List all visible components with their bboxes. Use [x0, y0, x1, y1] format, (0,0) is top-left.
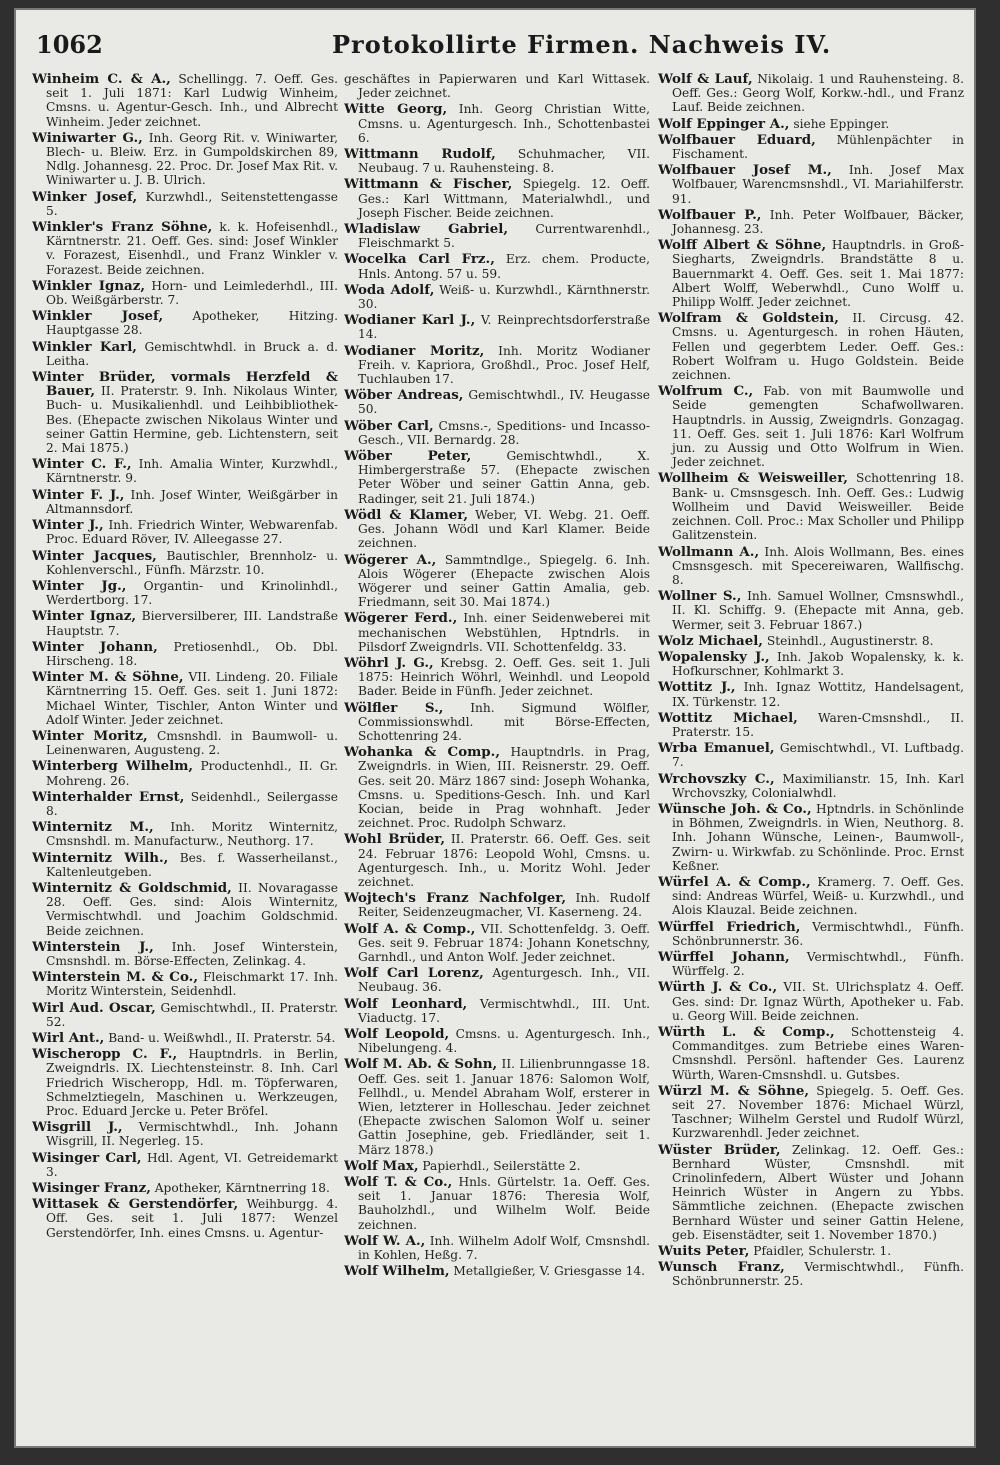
firm-details: siehe Eppinger. — [793, 116, 890, 131]
directory-entry — [658, 920, 964, 948]
directory-entry — [658, 384, 964, 469]
directory-entry — [344, 656, 650, 699]
directory-entry — [658, 1025, 964, 1082]
firm-name: Winterhalder Ernst, — [32, 788, 185, 805]
firm-details: VII. St. Ulrichsplatz 4. Oeff. Ges. sind: Dr. Ignaz Würth, Apotheker u. Fab. u. Georg Will. Beide zeichnen. — [672, 980, 964, 1023]
directory-entry — [344, 553, 650, 610]
directory-entry — [344, 611, 650, 654]
firm-details: Hnls. Gürtelstr. 1a. Oeff. Ges. seit 1. Januar 1876: Theresia Wolf, Bauholzhdl., und Wilhelm Wolf. Beide zeichnen. — [358, 1175, 650, 1232]
firm-name: Wolf A. & Comp., — [344, 920, 476, 937]
directory-entry — [344, 102, 650, 145]
column-2 — [344, 72, 650, 1442]
firm-details: Inh. einer Seidenweberei mit mechanischen Webstühlen, Hptndrls. in Pilsdorf Zweigndrls. VII. Schottenfeldg. 33. — [358, 611, 650, 654]
firm-details: Inh. Josef Winter, Weißgärber in Altmannsdorf. — [46, 487, 338, 516]
firm-details: II. Lilienbrunngasse 18. Oeff. Ges. seit 1. Januar 1876: Salomon Wolf, Fellhdl., u. Mendel Abraham Wolf, ersterer in Wien, letzterer in Holleschau. Jeder zeichnet (Ehepacte zwischen Salomon Wolf u. seiner Gattin Josephine, geb. Friedländer, seit 1. März 1878.) — [358, 1057, 650, 1157]
firm-name: Wollner S., — [658, 588, 742, 605]
firm-details: Inh. Ignaz Wottitz, Handelsagent, IX. Türkenstr. 12. — [672, 680, 964, 709]
directory-entry — [344, 745, 650, 830]
directory-entry — [344, 313, 650, 341]
directory-entry — [658, 311, 964, 382]
firm-name: Wolf T. & Co., — [344, 1174, 453, 1191]
firm-name: Wrba Emanuel, — [658, 740, 775, 757]
firm-details: II. Circusg. 42. Cmsns. u. Agenturgesch. in rohen Häuten, Fellen und gegerbtem Leder. Oeff. Ges.: Robert Wolfram u. Hugo Goldstein. Beide zeichnen. — [672, 311, 964, 383]
firm-details: Papierhdl., Seilerstätte 2. — [422, 1158, 581, 1173]
directory-entry — [32, 457, 338, 485]
firm-name: Wisinger Franz, — [32, 1180, 151, 1197]
firm-details: Sammtndlge., Spiegelg. 6. Inh. Alois Wögerer (Ehepacte zwischen Alois Wögerer und seiner Gattin Amalia, geb. Friedmann, seit 30. Mai 1874.) — [358, 552, 650, 610]
directory-entry — [658, 1084, 964, 1141]
firm-name: Wolff Albert & Söhne, — [658, 237, 827, 254]
firm-details: II. Praterstr. 66. Oeff. Ges. seit 24. Februar 1876: Leopold Wohl, Cmsns. u. Agenturgesch. Inh., u. Moritz Wohl. Jeder zeichnet. — [358, 832, 650, 889]
firm-details: Fab. von mit Baumwolle und Seide gemengten Schafwollwaren. Hauptndrls. in Aussig, Zweigndrls. Gonzagag. 11. Oeff. Ges. seit 1. Juli 1876: Karl Wolfrum jun. zu Aussig und Otto Wolfrum in Wien. Jeder zeichnet. — [672, 384, 964, 470]
firm-name: Winkler Karl, — [32, 338, 137, 355]
firm-details: Agenturgesch. Inh., VII. Neubaug. 36. — [358, 966, 650, 995]
directory-entry — [344, 891, 650, 919]
firm-name: Wolf Leonhard, — [344, 995, 468, 1012]
firm-name: Winter Jacques, — [32, 547, 157, 564]
firm-details: Kramerg. 7. Oeff. Ges. sind: Andreas Würfel, Weiß- u. Kurzwhdl., und Alois Klauzal. Beide zeichnen. — [672, 874, 964, 918]
directory-entry — [32, 820, 338, 848]
directory-entry — [32, 309, 338, 337]
column-3 — [658, 72, 964, 1442]
firm-details: Vermischtwhdl., Fünfh. Würffelg. 2. — [672, 949, 964, 979]
directory-entry — [32, 881, 338, 938]
firm-name: Winter J., — [32, 517, 104, 534]
directory-entry — [658, 980, 964, 1023]
firm-name: Witte Georg, — [344, 101, 448, 118]
firm-name: Winkler's Franz Söhne, — [32, 219, 213, 236]
firm-name: Wolf Max, — [344, 1157, 419, 1174]
firm-details: Inh. Georg Rit. v. Winiwarter, Blech- u. Bleiw. Erz. in Gumpoldskirchen 89, Ndlg. Johannesg. 22. Proc. Dr. Josef Max Rit. v. Winiwarter u. J. B. Ulrich. — [46, 130, 338, 188]
firm-name: Winheim C. & A., — [32, 72, 171, 87]
firm-details: Weber, VI. Webg. 21. Oeff. Ges. Johann Wödl und Karl Klamer. Beide zeichnen. — [358, 507, 650, 551]
directory-entry — [32, 609, 338, 637]
directory-entry — [32, 1031, 338, 1045]
firm-name: Wögerer A., — [344, 551, 437, 568]
firm-details: Bes. f. Wasserheilanst., Kaltenleutgeben. — [46, 850, 338, 879]
directory-entry — [32, 488, 338, 516]
directory-entry — [32, 790, 338, 818]
firm-details: Hauptndrls. in Berlin, Zweigndrls. IX. Liechtensteinstr. 8. Inh. Carl Friedrich Wischeropp, Hdl. m. Töpferwaren, Schmelztiegeln, Maschinen u. Werkzeugen, Proc. Eduard Jercke u. Peter Bröfel. — [46, 1047, 338, 1119]
firm-name: Wollheim & Weisweiller, — [658, 470, 848, 487]
firm-name: Wodianer Moritz, — [344, 342, 485, 359]
firm-details: Mühlenpächter in Fischament. — [672, 132, 964, 162]
firm-details: Inh. Friedrich Winter, Webwarenfab. Proc. Eduard Röver, IV. Alleegasse 27. — [46, 518, 338, 547]
firm-name: Wopalensky J., — [658, 648, 770, 665]
firm-name: Wöber Andreas, — [344, 387, 464, 404]
firm-details: Inh. Amalia Winter, Kurzwhdl., Kärntnerstr. 9. — [46, 457, 338, 486]
firm-details: k. k. Hofeisenhdl., Kärntnerstr. 21. Oeff. Ges. sind: Josef Winkler v. Forazest, Eisenhdl., und Franz Winkler v. Forazest. Beide zeichnen. — [46, 220, 338, 277]
firm-name: Wolf & Lauf, — [658, 72, 753, 87]
directory-entry — [32, 759, 338, 787]
firm-name: Winternitz Wilh., — [32, 849, 169, 866]
firm-name: Würth L. & Comp., — [658, 1024, 835, 1040]
directory-entry — [32, 190, 338, 218]
directory-entry — [344, 449, 650, 506]
firm-name: Wöber Carl, — [344, 417, 434, 434]
firm-name: Wolf Leopold, — [344, 1026, 450, 1042]
directory-entry — [32, 549, 338, 577]
firm-details: Horn- und Leimlederhdl., III. Ob. Weißgärberstr. 7. — [46, 278, 338, 308]
directory-entry — [658, 650, 964, 678]
firm-details: Apotheker, Hitzing. Hauptgasse 28. — [46, 309, 338, 338]
firm-name: Wögerer Ferd., — [344, 610, 458, 627]
page-header — [32, 28, 958, 64]
directory-entry — [344, 1027, 650, 1055]
firm-details: Hauptndrls. in Groß-Siegharts, Zweigndrls. Brandstätte 8 u. Bauernmarkt 4. Oeff. Ges. seit 1. Mai 1877: Albert Wolff, Weberwhdl., Cuno Wolff u. Philipp Wolff. Jeder zeichnet. — [672, 238, 964, 310]
directory-entry — [658, 772, 964, 800]
firm-name: Wolz Michael, — [658, 632, 763, 649]
firm-name: Wolf W. A., — [344, 1232, 426, 1249]
firm-name: Winternitz & Goldschmid, — [32, 879, 232, 896]
firm-details: Weiß- u. Kurzwhdl., Kärnthnerstr. 30. — [358, 282, 650, 312]
firm-details: Nikolaig. 1 und Rauhensteing. 8. Oeff. Ges.: Georg Wolf, Korkw.-hdl., und Franz Lauf. Beide zeichnen. — [672, 72, 964, 115]
firm-details: Metallgießer, V. Griesgasse 14. — [453, 1264, 645, 1279]
directory-entry — [344, 177, 650, 220]
directory-entry — [658, 875, 964, 918]
directory-entry — [344, 1175, 650, 1232]
firm-name: Wolfbauer Eduard, — [658, 131, 816, 148]
firm-details: Inh. Sigmund Wölfler, Commissionswhdl. mit Börse-Effecten, Schottenring 24. — [358, 700, 650, 743]
firm-details: Inh. Josef Winterstein, Cmsnshdl. m. Börse-Effecten, Zelinkag. 4. — [46, 939, 338, 968]
directory-entry — [32, 579, 338, 607]
directory-entry — [344, 966, 650, 994]
directory-entry — [658, 117, 964, 131]
firm-details: Cmsns.-, Speditions- und Incasso-Gesch., VII. Bernardg. 28. — [358, 418, 650, 447]
firm-name: Wittmann & Fischer, — [344, 176, 513, 193]
directory-entry — [344, 1057, 650, 1156]
directory-entry — [658, 1143, 964, 1242]
firm-name: Wittmann Rudolf, — [344, 146, 496, 163]
firm-name: Wolf Carl Lorenz, — [344, 965, 484, 982]
firm-name: Wödl & Klamer, — [344, 506, 469, 523]
firm-name: Würffel Friedrich, — [658, 918, 801, 935]
firm-name: Wolf Wilhelm, — [344, 1263, 450, 1280]
firm-details: Cmsnshdl. in Baumwoll- u. Leinenwaren, Augusteng. 2. — [46, 728, 338, 758]
directory-entry — [658, 133, 964, 161]
firm-name: Wisgrill J., — [32, 1119, 123, 1136]
directory-page — [14, 8, 976, 1448]
firm-details: VII. Schottenfeldg. 3. Oeff. Ges. seit 9. Februar 1874: Johann Konetschny, Garnhdl., und Anton Wolf. Jeder zeichnet. — [358, 921, 650, 964]
directory-entry — [344, 1234, 650, 1262]
directory-entry — [32, 640, 338, 668]
firm-name: Winter C. F., — [32, 456, 132, 473]
firm-details: Schellingg. 7. Oeff. Ges. seit 1. Juli 1871: Karl Ludwig Winheim, Cmsns. u. Agentur-Gesch. Inh., und Albrecht Winheim. Jeder zeichnet. — [46, 72, 338, 129]
directory-entry — [32, 1181, 338, 1195]
firm-details: Gemischtwhdl., VI. Luftbadg. 7. — [672, 741, 964, 770]
firm-details: Weihburgg. 4. Off. Ges. seit 1. Juli 1877: Wenzel Gerstendörfer, Inh. eines Cmsns. u. Agentur- — [46, 1197, 338, 1240]
directory-entry — [658, 741, 964, 769]
directory-entry — [32, 851, 338, 879]
firm-name: Wolfrum C., — [658, 383, 754, 400]
directory-entry — [658, 163, 964, 206]
firm-name: Wohanka & Comp., — [344, 744, 500, 761]
firm-name: Winker Josef, — [32, 188, 138, 205]
firm-details: Hdl. Agent, VI. Getreidemarkt 3. — [46, 1150, 338, 1179]
firm-name: Wisinger Carl, — [32, 1149, 142, 1166]
firm-details: Pfaidler, Schulerstr. 1. — [753, 1244, 892, 1259]
firm-name: Wöhrl J. G., — [344, 654, 434, 671]
firm-details: Inh. Peter Wolfbauer, Bäcker, Johannesg. 23. — [672, 207, 964, 237]
firm-name: Wodianer Karl J., — [344, 312, 476, 329]
directory-entry — [32, 670, 338, 727]
firm-name: Wocelka Carl Frz., — [344, 251, 495, 268]
directory-entry — [32, 131, 338, 188]
directory-entry — [32, 729, 338, 757]
directory-entry — [658, 802, 964, 873]
directory-entry — [344, 701, 650, 744]
firm-name: Wohl Brüder, — [344, 831, 446, 848]
firm-name: Wolfbauer P., — [658, 206, 762, 223]
firm-name: Wottitz J., — [658, 679, 736, 696]
firm-details: Inh. Moritz Winternitz, Cmsnshdl. m. Manufacturw., Neuthorg. 17. — [46, 820, 338, 849]
directory-entry — [32, 1120, 338, 1148]
firm-name: Wirl Aud. Oscar, — [32, 999, 156, 1016]
column-1 — [32, 72, 338, 1442]
firm-details: Hptndrls. in Schönlinde in Böhmen, Zweigndrls. in Wien, Neuthorg. 8. Inh. Johann Wünsche, Leinen-, Baumwoll-, Zwirn- u. Wirkwfab. zu Schönlinde. Proc. Ernst Keßner. — [672, 801, 964, 873]
directory-entry — [32, 279, 338, 307]
page-number: 1062 — [36, 30, 103, 59]
directory-entry — [658, 680, 964, 708]
firm-details: V. Reinprechtsdorferstraße 14. — [358, 313, 650, 342]
firm-details: geschäftes in Papierwaren und Karl Wittasek. Jeder zeichnet. — [344, 72, 650, 101]
firm-name: Würth J. & Co., — [658, 979, 778, 996]
firm-name: Winter Moritz, — [32, 727, 148, 744]
directory-entry — [32, 1047, 338, 1118]
firm-name: Winterstein J., — [32, 938, 154, 955]
firm-details: Organtin- und Krinolinhdl., Werdertborg. 17. — [46, 578, 338, 608]
directory-entry — [32, 220, 338, 277]
firm-details: Schottenring 18. Bank- u. Cmsnsgesch. Inh. Oeff. Ges.: Ludwig Wollheim und David Weisweiller. Beide zeichnen. Coll. Proc.: Max Scholler und Philipp Galitzenstein. — [672, 471, 964, 543]
firm-name: Wunsch Franz, — [658, 1259, 785, 1276]
firm-name: Winter M. & Söhne, — [32, 669, 184, 686]
directory-entry — [658, 711, 964, 739]
directory-entry — [344, 222, 650, 250]
firm-name: Wottitz Michael, — [658, 709, 798, 726]
firm-details: Band- u. Weißwhdl., II. Praterstr. 54. — [108, 1031, 336, 1045]
firm-details: Gemischtwhdl., IV. Heugasse 50. — [358, 388, 650, 417]
directory-entry — [658, 1244, 964, 1258]
directory-entry — [32, 72, 338, 129]
directory-entry — [344, 1264, 650, 1278]
firm-name: Wünsche Joh. & Co., — [658, 800, 812, 817]
firm-name: Winter Johann, — [32, 638, 158, 655]
firm-name: Wolfbauer Josef M., — [658, 162, 832, 179]
firm-details: Inh. Georg Christian Witte, Cmsns. u. Agenturgesch. Inh., Schottenbastei 6. — [358, 102, 650, 145]
firm-name: Winkler Josef, — [32, 308, 164, 325]
directory-entry — [344, 283, 650, 311]
directory-entry — [32, 1151, 338, 1179]
firm-details: Inh. Moritz Wodianer Freih. v. Kapriora, Großhdl., Proc. Josef Helf, Tuchlauben 17. — [358, 343, 650, 387]
directory-entry — [658, 238, 964, 309]
firm-details: Krebsg. 2. Oeff. Ges. seit 1. Juli 1875: Heinrich Wöhrl, Weinhdl. und Leopold Bader. Beide in Fünfh. Jeder zeichnet. — [358, 655, 650, 699]
firm-name: Wojtech's Franz Nachfolger, — [344, 890, 567, 907]
firm-details: Schuhmacher, VII. Neubaug. 7 u. Rauhensteing. 8. — [358, 147, 650, 176]
directory-entry — [344, 997, 650, 1025]
firm-name: Wolfram & Goldstein, — [658, 310, 839, 327]
firm-details: Cmsns. u. Agenturgesch. Inh., Nibelungeng. 4. — [358, 1027, 650, 1056]
firm-details: Maximilianstr. 15, Inh. Karl Wrchovszky, Colonialwhdl. — [672, 771, 964, 800]
firm-details: Currentwarenhdl., Fleischmarkt 5. — [358, 222, 650, 251]
directory-entry — [344, 252, 650, 280]
firm-name: Wollmann A., — [658, 543, 760, 560]
directory-entry — [344, 72, 650, 100]
firm-name: Wolf M. Ab. & Sohn, — [344, 1056, 498, 1073]
firm-details: VII. Lindeng. 20. Filiale Kärntnerring 15. Oeff. Ges. seit 1. Juni 1872: Michael Winter, Tischler, Anton Winter und Adolf Winter. Jeder zeichnet. — [46, 670, 338, 727]
firm-details: Vermischtwhdl., Fünfh. Schönbrunnerstr. 36. — [672, 919, 964, 948]
firm-details: Inh. Alois Wollmann, Bes. eines Cmsnsgesch. mit Specereiwaren, Wallfischg. 8. — [672, 544, 964, 587]
firm-name: Wrchovszky C., — [658, 770, 775, 787]
directory-entry — [32, 940, 338, 968]
directory-entry — [32, 970, 338, 998]
firm-name: Winkler Ignaz, — [32, 277, 146, 294]
firm-details: Spiegelg. 5. Oeff. Ges. seit 27. November 1876: Michael Würzl, Taschner; Wilhelm Gerstel und Rudolf Würzl, Kurzwarenhdl. Jeder zeichnet. — [672, 1083, 964, 1141]
firm-name: Winternitz M., — [32, 819, 154, 836]
directory-entry — [32, 340, 338, 368]
firm-details: Vermischtwhdl., Inh. Johann Wisgrill, II. Negerleg. 15. — [46, 1120, 338, 1149]
directory-entry — [658, 950, 964, 978]
firm-name: Wladislaw Gabriel, — [344, 221, 509, 238]
firm-details: Inh. Wilhelm Adolf Wolf, Cmsnshdl. in Kohlen, Heßg. 7. — [358, 1233, 650, 1263]
firm-name: Winter Ignaz, — [32, 608, 137, 625]
firm-details: Inh. Samuel Wollner, Cmsnswhdl., II. Kl. Schiffg. 9. (Ehepacte mit Anna, geb. Wermer, seit 3. Februar 1867.) — [672, 589, 964, 632]
directory-entry — [344, 922, 650, 965]
directory-entry — [344, 147, 650, 175]
firm-details: Pretiosenhdl., Ob. Dbl. Hirscheng. 18. — [46, 639, 338, 668]
firm-name: Wolf Eppinger A., — [658, 115, 790, 132]
firm-details: Gemischtwhdl. in Bruck a. d. Leitha. — [46, 339, 338, 368]
firm-name: Wirl Ant., — [32, 1030, 105, 1046]
firm-details: Bierversilberer, III. Landstraße Hauptstr. 7. — [46, 609, 338, 638]
firm-name: Wöber Peter, — [344, 448, 472, 465]
directory-entry — [344, 832, 650, 889]
firm-details: Gemischtwhdl., II. Praterstr. 52. — [46, 1000, 338, 1029]
firm-name: Wittasek & Gerstendörfer, — [32, 1196, 239, 1213]
firm-details: Fleischmarkt 17. Inh. Moritz Winterstein, Seidenhdl. — [46, 970, 338, 999]
firm-name: Wölfler S., — [344, 699, 444, 716]
firm-name: Winterberg Wilhelm, — [32, 758, 194, 775]
directory-entry — [32, 1001, 338, 1029]
firm-details: Hauptndrls. in Prag, Zweigndrls. in Wien, III. Reisnerstr. 29. Oeff. Ges. seit 20. März 1867 sind: Joseph Wohanka, Cmsns. u. Speditions-Gesch. Inh. und Karl Kocian, beide in Prag wohnhaft. Jeder zeichnet. Proc. Rudolph Schwarz. — [358, 745, 650, 831]
firm-details: Vermischtwhdl., Fünfh. Schönbrunnerstr. 25. — [672, 1260, 964, 1289]
firm-name: Würffel Johann, — [658, 948, 790, 965]
firm-details: Zelinkag. 12. Oeff. Ges.: Bernhard Wüster, Cmsnshdl. mit Crinolinfedern, Albert Wüster und Johann Heinrich Wüster in Angern zu Ybbs. Sämmtliche zeichnen. (Ehepacte zwischen Bernhard Wüster und seiner Gattin Helene, geb. Eisenstädter, seit 1. November 1870.) — [672, 1142, 964, 1242]
directory-entry — [32, 370, 338, 455]
directory-entry — [344, 388, 650, 416]
firm-details: Apotheker, Kärntnerring 18. — [154, 1181, 330, 1196]
directory-entry — [344, 508, 650, 551]
firm-details: Steinhdl., Augustinerstr. 8. — [766, 633, 934, 648]
firm-details: Seidenhdl., Seilergasse 8. — [46, 789, 338, 818]
directory-entry — [658, 589, 964, 632]
directory-entry — [344, 1159, 650, 1173]
firm-details: Gemischtwhdl., X. Himbergerstraße 57. (Ehepacte zwischen Peter Wöber und seiner Gattin Anna, geb. Radinger, seit 21. Juli 1874.) — [358, 449, 650, 506]
firm-details: Vermischtwhdl., III. Unt. Viaductg. 17. — [358, 996, 650, 1025]
firm-details: II. Praterstr. 9. Inh. Nikolaus Winter, Buch- u. Musikalienhdl. und Leihbibliothek-Bes. (Ehepacte zwischen Nikolaus Winter und seiner Gattin Hermine, geb. Lichtenstern, seit 2. Mai 1875.) — [46, 384, 338, 456]
firm-details: II. Novaragasse 28. Oeff. Ges. sind: Alois Winternitz, Vermischtwhdl. und Joachim Goldschmid. Beide zeichnen. — [46, 880, 338, 938]
firm-details: Schottensteig 4. Commanditges. zum Betriebe eines Waren-Cmsnshdl. Persönl. haftender Ges. Laurenz Würth, Waren-Cmsnshdl. u. Gutsbes. — [672, 1025, 964, 1082]
firm-details: Inh. Rudolf Reiter, Seidenzeugmacher, VI. Kaserneng. 24. — [358, 891, 650, 920]
directory-entry — [658, 545, 964, 588]
firm-name: Winterstein M. & Co., — [32, 969, 198, 986]
firm-name: Würzl M. & Söhne, — [658, 1082, 810, 1099]
firm-details: Erz. chem. Producte, Hnls. Antong. 57 u. 59. — [358, 252, 650, 281]
directory-entry — [344, 419, 650, 447]
firm-name: Wüster Brüder, — [658, 1141, 781, 1158]
firm-details: Inh. Josef Max Wolfbauer, Warencmsnshdl., VI. Mariahilferstr. 91. — [672, 163, 964, 206]
directory-entry — [344, 344, 650, 387]
directory-entry — [658, 634, 964, 648]
firm-name: Winiwarter G., — [32, 129, 143, 146]
firm-details: Productenhdl., II. Gr. Mohreng. 26. — [46, 759, 338, 788]
firm-details: Waren-Cmsnshdl., II. Praterstr. 15. — [672, 710, 964, 739]
firm-name: Wuits Peter, — [658, 1243, 750, 1260]
firm-name: Winter F. J., — [32, 486, 125, 503]
firm-name: Würfel A. & Comp., — [658, 873, 811, 890]
firm-name: Winter Jg., — [32, 577, 127, 594]
firm-name: Wischeropp C. F., — [32, 1046, 178, 1063]
firm-details: Spiegelg. 12. Oeff. Ges.: Karl Wittmann, Materialwhdl., und Joseph Fischer. Beide zeichnen. — [358, 177, 650, 220]
firm-name: Woda Adolf, — [344, 281, 435, 298]
directory-entry — [32, 518, 338, 546]
directory-entry — [658, 208, 964, 236]
firm-name: Winter Brüder, vormals Herzfeld & Bauer, — [32, 369, 338, 400]
page-title: Protokollirte Firmen. Nachweis IV. — [332, 30, 832, 59]
directory-entry — [658, 471, 964, 542]
firm-details: Bautischler, Brennholz- u. Kohlenverschl., Fünfh. Märzstr. 10. — [46, 548, 338, 577]
directory-entry — [658, 72, 964, 115]
directory-entry — [658, 1260, 964, 1288]
firm-details: Kurzwhdl., Seitenstettengasse 5. — [46, 189, 338, 218]
directory-entry — [32, 1197, 338, 1240]
firm-details: Inh. Jakob Wopalensky, k. k. Hofkurschner, Kohlmarkt 3. — [672, 649, 964, 679]
